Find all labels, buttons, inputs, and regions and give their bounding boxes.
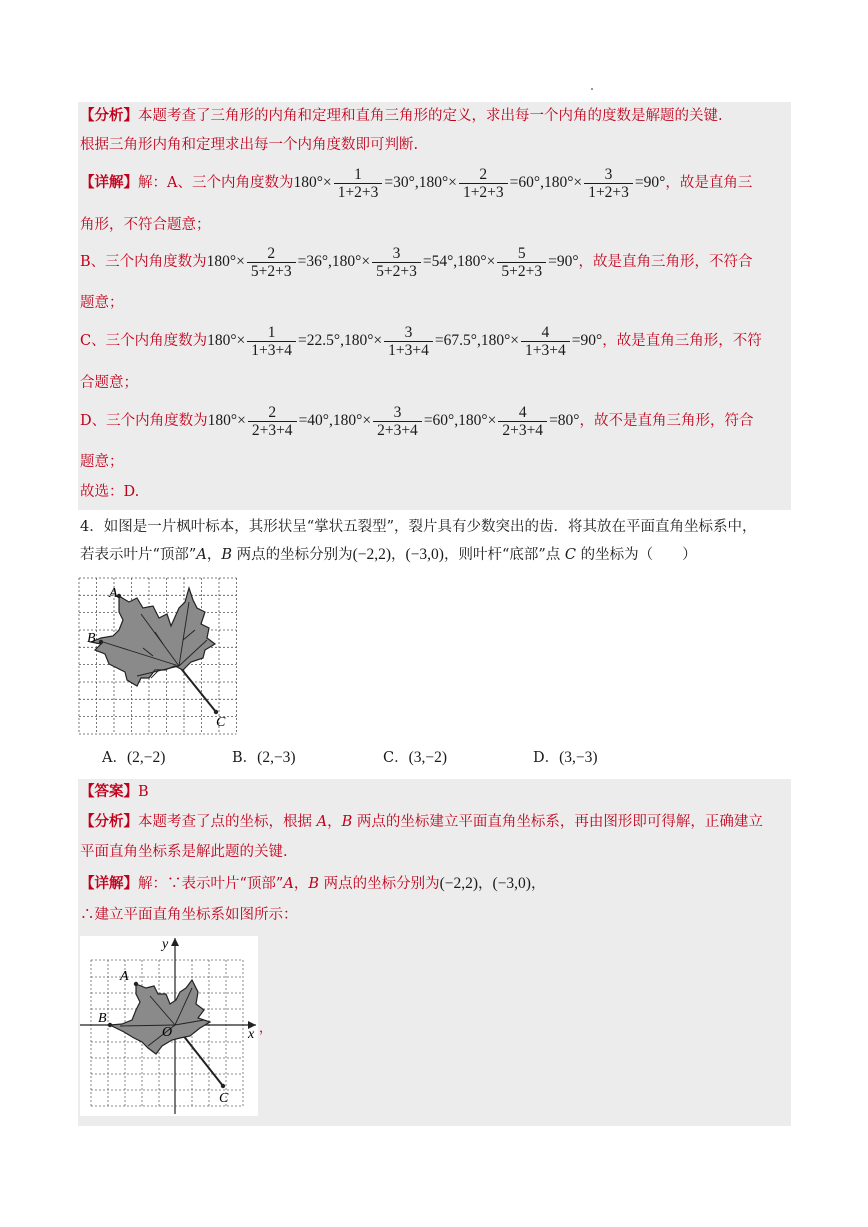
question-4-line-2: 若表示叶片“顶部”A，B 两点的坐标分别为(−2,2)，(−3,0)，则叶杆“底部”点 C 的坐标为（ ） [80, 546, 697, 563]
answer-line: 【答案】B [80, 783, 149, 800]
analysis-line-2: 根据三角形内角和定理求出每一个内角度数即可判断. [80, 137, 419, 153]
question-4-line-1: 4．如图是一片枫叶标本，其形状呈“掌状五裂型”，裂片具有少数突出的齿．将其放在平面直角坐标系中， [80, 519, 757, 535]
label-b: B [87, 631, 96, 646]
therefore-line: ∴建立平面直角坐标系如图所示： [80, 907, 298, 923]
label-a: A [109, 586, 118, 601]
option-a[interactable]: A．(2,−2) [102, 749, 166, 766]
option-c-line-2: 合题意； [80, 375, 138, 391]
solution-panel-top [78, 102, 791, 510]
answer-analysis-line-1: 【分析】本题考查了点的坐标，根据 A，B 两点的坐标建立平面直角坐标系，再由图形即可得解，正确建立 [80, 813, 763, 830]
option-a-solution: 【详解】解：A、三个内角度数为180°× $\frac{1}{1+2+3}$ =30°,180°× $\frac{2}{1+2+3}$ =60°,180°× $\frac{3}{1+2+3}$ =90°，故是直角三 [80, 166, 753, 201]
option-a-line-2: 角形，不符合题意； [80, 217, 211, 233]
option-c[interactable]: C．(3,−2) [383, 749, 448, 766]
final-choice: 故选：D. [80, 484, 140, 500]
formula-c: 180°× $\frac{1}{1+3+4}$ =22.5°,180°× $\frac{3}{1+3+4}$ =67.5°,180°× $\frac{4}{1+3+4}$ =90° [207, 324, 603, 359]
label-c: C [219, 1091, 229, 1106]
stray-dot [591, 88, 593, 90]
answer-detail-line: 【详解】解：∵表示叶片“顶部”A，B 两点的坐标分别为(−2,2)，(−3,0)， [80, 875, 546, 892]
point-a [134, 982, 138, 986]
label-y: y [162, 937, 169, 952]
formula-a: 180°× $\frac{1}{1+2+3}$ =30°,180°× $\frac{2}{1+2+3}$ =60°,180°× $\frac{3}{1+2+3}$ =90° [293, 166, 666, 201]
analysis-line-1: 【分析】本题考查了三角形的内角和定理和直角三角形的定义，求出每一个内角的度数是解题的关键. [80, 107, 723, 124]
answer-analysis-line-2: 平面直角坐标系是解此题的关键. [80, 844, 288, 860]
point-b [99, 640, 103, 644]
option-c-solution: C、三个内角度数为180°× $\frac{1}{1+3+4}$ =22.5°,180°× $\frac{3}{1+3+4}$ =67.5°,180°× $\frac{4}{1+3+4}$ =90°，故是直角三角形，不符 [80, 324, 762, 359]
label-a: A [120, 969, 129, 984]
option-d-line-2: 题意； [80, 454, 124, 470]
formula-b: 180°× $\frac{2}{5+2+3}$ =36°,180°× $\frac{3}{5+2+3}$ =54°,180°× $\frac{5}{5+2+3}$ =90° [206, 245, 579, 280]
option-d-solution: D、三个内角度数为180°× $\frac{2}{2+3+4}$ =40°,180°× $\frac{3}{2+3+4}$ =60°,180°× $\frac{4}{2+3+4}$ =80°，故不是直角三角形，符合 [80, 404, 754, 439]
point-c [221, 1084, 225, 1088]
label-b: B [98, 1011, 107, 1026]
label-origin: O [162, 1025, 173, 1040]
maple-leaf-figure [79, 578, 239, 736]
label-c: C [216, 715, 226, 730]
formula-d: 180°× $\frac{2}{2+3+4}$ =40°,180°× $\frac{3}{2+3+4}$ =60°,180°× $\frac{4}{2+3+4}$ =80° [207, 404, 580, 439]
leaf-stem [179, 666, 216, 712]
maple-leaf-shape [91, 588, 215, 686]
point-c [214, 710, 218, 714]
coordinate-figure [80, 936, 273, 1118]
option-b[interactable]: B．(2,−3) [232, 749, 296, 766]
point-b [108, 1023, 112, 1027]
label-x: x [248, 1027, 255, 1042]
option-b-solution: B、三个内角度数为180°× $\frac{2}{5+2+3}$ =36°,180°× $\frac{3}{5+2+3}$ =54°,180°× $\frac{5}{5+2+3}$ =90°，故是直角三角形，不符合 [80, 245, 753, 280]
trailing-comma: ， [259, 1020, 273, 1035]
option-b-line-2: 题意； [80, 295, 124, 311]
option-d[interactable]: D．(3,−3) [533, 749, 598, 766]
